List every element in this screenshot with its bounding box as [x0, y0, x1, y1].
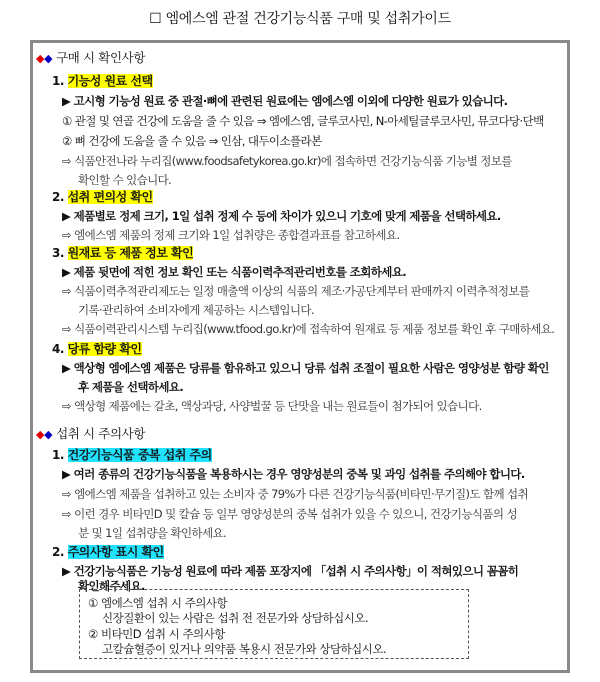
highlight: 건강기능식품 중복 섭취 주의: [67, 448, 212, 462]
intake-heading: [36, 424, 145, 442]
purchase-item-1-line-4: ⇨ 식품안전나라 누리집(www.foodsafetykorea.go.kr)에 접속하면 건강기능식품 기능별 정보를: [62, 154, 512, 168]
purchase-item-1-line-5: 확인할 수 있습니다.: [78, 173, 172, 187]
intake-item-2-line-1: ▶ 건강기능식품은 기능성 원료에 따라 제품 포장지에 「섭취 시 주의사항」이 적혀있으니 꼼꼼히: [62, 564, 519, 578]
highlight: 주의사항 표시 확인: [67, 545, 164, 559]
purchase-heading: [36, 48, 145, 66]
note-line-1: ① 엠에스엠 섭취 시 주의사항: [88, 596, 228, 610]
intake-item-2-line-2: 확인해주세요.: [78, 579, 145, 593]
note-line-3: ② 비타민D 섭취 시 주의사항: [88, 627, 225, 641]
intake-item-1-line-1: ▶ 여러 종류의 건강기능식품을 복용하시는 경우 영양성분의 중복 및 과잉 섭취를 주의해야 합니다.: [62, 467, 525, 481]
intake-item-1-line-2: ⇨ 엠에스엠 제품을 섭취하고 있는 소비자 중 79%가 다른 건강기능식품(비타민·무기질)도 함께 섭취: [62, 487, 529, 501]
highlight: 당류 함량 확인: [67, 342, 142, 356]
purchase-item-2-line-2: ⇨ 엠에스엠 제품의 정제 크기와 1일 섭취량은 종합결과표를 참고하세요.: [62, 228, 400, 242]
diamond-blue-icon: ◆: [44, 428, 53, 441]
purchase-item-3-line-3: 기록·관리하여 소비자에게 제공하는 시스템입니다.: [78, 303, 314, 317]
purchase-item-3-title: 3. 원재료 등 제품 정보 확인: [52, 246, 194, 260]
purchase-heading-text: 구매 시 확인사항: [56, 50, 145, 65]
note-line-4: 고칼슘혈증이 있거나 의약품 복용시 전문가와 상담하십시오.: [102, 642, 387, 656]
purchase-item-4-line-3: ⇨ 액상형 제품에는 갈초, 액상과당, 사양벌꿀 등 단맛을 내는 원료들이 첨가되어 있습니다.: [62, 399, 482, 413]
purchase-item-1-line-2: ① 관절 및 연골 건강에 도움을 줄 수 있음 ⇒ 엠에스엠, 글루코사민, N-아세틸글루코사민, 뮤코다당·단백: [62, 114, 544, 128]
purchase-item-1-line-1: ▶ 고시형 기능성 원료 중 관절·뼈에 관련된 원료에는 엠에스엠 이외에 다양한 원료가 있습니다.: [62, 94, 508, 108]
page-title: ☐ 엠에스엠 관절 건강기능식품 구매 및 섭취가이드: [149, 11, 451, 27]
intake-item-1-line-3: ⇨ 이런 경우 비타민D 및 칼슘 등 일부 영양성분의 중복 섭취가 있을 수 있으니, 건강기능식품의 성: [62, 507, 518, 521]
purchase-item-3-line-2: ⇨ 식품이력추적관리제도는 일정 매출액 이상의 식품의 제조·가공단계부터 판매까지 이력추적정보를: [62, 284, 530, 298]
intake-item-1-title: 1. 건강기능식품 중복 섭취 주의: [52, 448, 212, 462]
purchase-item-4-title: 4. 당류 함량 확인: [52, 342, 142, 356]
note-box: [79, 589, 469, 659]
intake-item-1-line-4: 분 및 1일 섭취량을 확인하세요.: [78, 526, 227, 540]
intake-heading-text: 섭취 시 주의사항: [56, 426, 145, 441]
diamond-red-icon: ◆: [36, 428, 45, 441]
highlight: 원재료 등 제품 정보 확인: [67, 246, 194, 260]
purchase-item-3-line-4: ⇨ 식품이력관리시스템 누리집(www.tfood.go.kr)에 접속하여 원재료 등 제품 정보를 확인 후 구매하세요.: [62, 322, 555, 336]
purchase-item-4-line-1: ▶ 액상형 엠에스엠 제품은 당류를 함유하고 있으니 당류 섭취 조절이 필요한 사람은 영양성분 함량 확인: [62, 361, 549, 375]
note-line-2: 신장질환이 있는 사람은 섭취 전 전문가와 상담하십시오.: [102, 611, 369, 625]
diamond-blue-icon: ◆: [44, 52, 53, 65]
diamond-red-icon: ◆: [36, 52, 45, 65]
highlight: 기능성 원료 선택: [67, 74, 153, 88]
purchase-item-2-title: 2. 섭취 편의성 확인: [52, 190, 153, 204]
intake-item-2-title: 2. 주의사항 표시 확인: [52, 545, 164, 559]
highlight: 섭취 편의성 확인: [67, 190, 153, 204]
purchase-item-3-line-1: ▶ 제품 뒷면에 적힌 정보 확인 또는 식품이력추적관리번호를 조회하세요.: [62, 265, 407, 279]
purchase-item-2-line-1: ▶ 제품별로 정제 크기, 1일 섭취 정제 수 등에 차이가 있으니 기호에 맞게 제품을 선택하세요.: [62, 209, 501, 223]
purchase-item-4-line-2: 후 제품을 선택하세요.: [78, 380, 184, 394]
purchase-item-1-line-3: ② 뼈 건강에 도움을 줄 수 있음 ⇒ 인삼, 대두이소플라본: [62, 134, 322, 148]
purchase-item-1-title: 1. 기능성 원료 선택: [52, 74, 153, 88]
